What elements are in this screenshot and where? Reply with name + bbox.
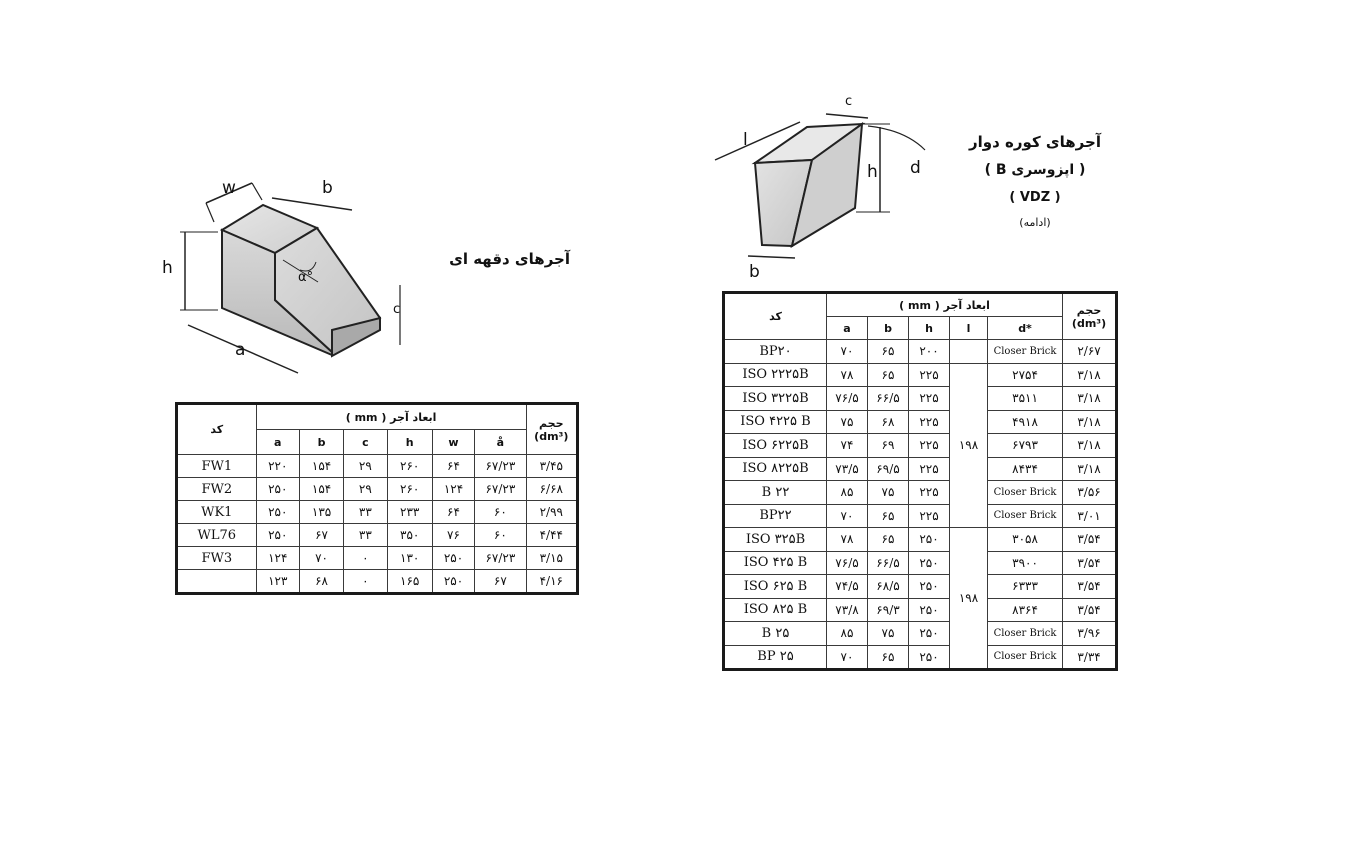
table-row	[724, 457, 1117, 481]
cell-h: ۲۲۵	[909, 363, 950, 387]
dim-label-c: c	[393, 302, 401, 317]
cell-w: ۱۲۴	[432, 478, 474, 501]
cell-w: ۶۴	[432, 455, 474, 478]
column-header: å	[475, 430, 526, 455]
cell-b: ۶۷	[299, 524, 343, 547]
right-continued-note: (ادامه)	[1019, 216, 1051, 229]
cell-l: ۱۹۸	[950, 528, 988, 670]
cell-d: ۶۳۳۳	[988, 575, 1063, 599]
cell-h: ۲۵۰	[909, 622, 950, 646]
header-volume-unit: (dm³)	[534, 429, 569, 443]
header-dimensions: ابعاد آجر ( mm )	[256, 404, 526, 430]
cell-c: ۰	[344, 570, 387, 594]
cell-volume: ۳/۱۸	[1063, 457, 1117, 481]
cell-code	[177, 570, 257, 594]
cell-c: ۲۹	[344, 455, 387, 478]
table-row	[724, 481, 1117, 505]
cell-volume: ۳/۱۸	[1063, 387, 1117, 411]
cell-h: ۲۵۰	[909, 598, 950, 622]
table-row	[724, 410, 1117, 434]
cell-b: ۶۵	[868, 528, 909, 552]
cell-b: ۶۹/۵	[868, 457, 909, 481]
cell-b: ۷۰	[299, 547, 343, 570]
cell-a: ۷۵	[827, 410, 868, 434]
cell-h: ۲۳۳	[387, 501, 432, 524]
column-header: c	[344, 430, 387, 455]
cell-alpha: ۶۷/۲۳	[475, 547, 526, 570]
table-row	[724, 504, 1117, 528]
cell-w: ۲۵۰	[432, 547, 474, 570]
column-header: a	[827, 317, 868, 340]
column-header: h	[909, 317, 950, 340]
cell-a: ۷۴/۵	[827, 575, 868, 599]
cell-a: ۸۵	[827, 622, 868, 646]
left-title: آجرهای دقهه ای	[449, 250, 570, 268]
cell-h: ۱۶۵	[387, 570, 432, 594]
cell-d: ۴۹۱۸	[988, 410, 1063, 434]
cell-b: ۶۵	[868, 645, 909, 670]
cell-h: ۲۶۰	[387, 455, 432, 478]
header-volume-label: حجم	[539, 416, 564, 430]
cell-b: ۶۸	[299, 570, 343, 594]
cell-alpha: ۶۷	[475, 570, 526, 594]
cell-b: ۶۹	[868, 434, 909, 458]
cell-volume: ۳/۴۵	[526, 455, 577, 478]
cell-h: ۲۲۵	[909, 387, 950, 411]
cell-l: ۱۹۸	[950, 363, 988, 528]
cell-h: ۲۵۰	[909, 528, 950, 552]
cell-d: Closer Brick	[988, 645, 1063, 670]
cell-d: ۶۷۹۳	[988, 434, 1063, 458]
arch-brick-diagram	[705, 100, 935, 285]
cell-a: ۲۵۰	[256, 478, 299, 501]
cell-volume: ۳/۵۴	[1063, 528, 1117, 552]
cell-a: ۷۰	[827, 645, 868, 670]
cell-volume: ۳/۳۴	[1063, 645, 1117, 670]
dim-label-h: h	[867, 162, 878, 182]
dim-label-h: h	[162, 258, 173, 278]
cell-a: ۷۸	[827, 363, 868, 387]
cell-volume: ۳/۱۵	[526, 547, 577, 570]
table-body	[177, 455, 578, 594]
cell-h: ۲۲۵	[909, 504, 950, 528]
cell-alpha: ۶۰	[475, 524, 526, 547]
cell-w: ۷۶	[432, 524, 474, 547]
cell-h: ۲۲۵	[909, 457, 950, 481]
cell-c: ۳۳	[344, 501, 387, 524]
dim-label-alpha: α°	[298, 270, 314, 285]
cell-b: ۷۵	[868, 622, 909, 646]
header-volume-label: حجم	[1076, 303, 1102, 317]
right-title: آجرهای کوره دوار	[969, 133, 1101, 151]
header-dimensions: ابعاد آجر ( mm )	[827, 293, 1063, 317]
table-row	[724, 528, 1117, 552]
cell-b: ۱۳۵	[299, 501, 343, 524]
cell-a: ۷۳/۵	[827, 457, 868, 481]
cell-code: FW3	[177, 547, 257, 570]
dim-label-l: l	[743, 130, 748, 150]
cell-d: Closer Brick	[988, 622, 1063, 646]
column-header: h	[387, 430, 432, 455]
cell-volume: ۲/۹۹	[526, 501, 577, 524]
cell-h: ۲۶۰	[387, 478, 432, 501]
cell-d: ۸۳۶۴	[988, 598, 1063, 622]
right-standard: ( VDZ )	[1009, 190, 1061, 205]
table-row	[177, 547, 578, 570]
dim-label-w: w	[222, 178, 236, 198]
cell-code: ISO ۴۲۲۵ B	[724, 410, 827, 434]
column-header: d*	[988, 317, 1063, 340]
cell-b: ۶۶/۵	[868, 387, 909, 411]
table-row	[724, 622, 1117, 646]
cell-h: ۲۰۰	[909, 340, 950, 364]
cell-code: ISO ۳۲۵B	[724, 528, 827, 552]
table-row	[724, 363, 1117, 387]
table-row	[724, 551, 1117, 575]
cell-volume: ۲/۶۷	[1063, 340, 1117, 364]
cell-b: ۶۵	[868, 504, 909, 528]
cell-d: Closer Brick	[988, 340, 1063, 364]
table-body	[724, 340, 1117, 670]
cell-code: ISO ۶۲۵ B	[724, 575, 827, 599]
table-row	[177, 455, 578, 478]
cell-a: ۷۰	[827, 340, 868, 364]
header-volume	[526, 404, 577, 455]
cell-h: ۲۵۰	[909, 645, 950, 670]
cell-b: ۶۵	[868, 340, 909, 364]
cell-volume: ۳/۹۶	[1063, 622, 1117, 646]
dim-label-d: d	[910, 158, 921, 178]
cell-volume: ۳/۵۴	[1063, 551, 1117, 575]
cell-code: ISO ۸۲۲۵B	[724, 457, 827, 481]
column-header: l	[950, 317, 988, 340]
cell-d: ۳۰۵۸	[988, 528, 1063, 552]
table-row	[724, 340, 1117, 364]
dim-label-a: a	[235, 340, 246, 360]
cell-d: ۳۵۱۱	[988, 387, 1063, 411]
cell-h: ۲۲۵	[909, 434, 950, 458]
dim-label-b: b	[322, 178, 333, 198]
column-header: b	[299, 430, 343, 455]
cell-w: ۲۵۰	[432, 570, 474, 594]
cell-h: ۲۵۰	[909, 575, 950, 599]
table-row	[177, 524, 578, 547]
header-code: کد	[177, 404, 257, 455]
wedge-brick-diagram	[160, 170, 430, 390]
cell-volume: ۳/۱۸	[1063, 410, 1117, 434]
cell-c: ۰	[344, 547, 387, 570]
table-row	[177, 570, 578, 594]
cell-w: ۶۴	[432, 501, 474, 524]
cell-volume: ۳/۵۶	[1063, 481, 1117, 505]
wedge-brick-table	[175, 402, 579, 595]
cell-d: ۸۴۳۴	[988, 457, 1063, 481]
cell-alpha: ۶۰	[475, 501, 526, 524]
table-row	[177, 478, 578, 501]
column-header: w	[432, 430, 474, 455]
cell-volume: ۳/۰۱	[1063, 504, 1117, 528]
cell-h: ۲۲۵	[909, 481, 950, 505]
cell-code: FW1	[177, 455, 257, 478]
cell-d: ۲۷۵۴	[988, 363, 1063, 387]
cell-b: ۱۵۴	[299, 478, 343, 501]
cell-code: ISO ۸۲۵ B	[724, 598, 827, 622]
table-row	[724, 645, 1117, 670]
cell-code: B ۲۵	[724, 622, 827, 646]
cell-a: ۷۳/۸	[827, 598, 868, 622]
column-header: b	[868, 317, 909, 340]
cell-volume: ۳/۵۴	[1063, 575, 1117, 599]
cell-volume: ۴/۱۶	[526, 570, 577, 594]
header-code: کد	[724, 293, 827, 340]
cell-code: BP ۲۵	[724, 645, 827, 670]
cell-b: ۶۶/۵	[868, 551, 909, 575]
dim-label-c: c	[845, 94, 853, 109]
cell-code: ISO ۳۲۲۵B	[724, 387, 827, 411]
cell-l-empty	[950, 340, 988, 364]
cell-code: WL76	[177, 524, 257, 547]
cell-code: WK1	[177, 501, 257, 524]
cell-d: Closer Brick	[988, 481, 1063, 505]
cell-b: ۶۵	[868, 363, 909, 387]
table-row	[724, 387, 1117, 411]
cell-alpha: ۶۷/۲۳	[475, 455, 526, 478]
cell-d: Closer Brick	[988, 504, 1063, 528]
cell-a: ۷۰	[827, 504, 868, 528]
cell-code: FW2	[177, 478, 257, 501]
cell-c: ۳۳	[344, 524, 387, 547]
cell-code: ISO ۲۲۲۵B	[724, 363, 827, 387]
cell-b: ۷۵	[868, 481, 909, 505]
column-header: a	[256, 430, 299, 455]
cell-code: ISO ۴۲۵ B	[724, 551, 827, 575]
cell-volume: ۴/۴۴	[526, 524, 577, 547]
header-volume-unit: (dm³)	[1071, 316, 1107, 330]
cell-a: ۲۵۰	[256, 524, 299, 547]
cell-a: ۲۵۰	[256, 501, 299, 524]
cell-volume: ۳/۱۸	[1063, 363, 1117, 387]
cell-a: ۷۶/۵	[827, 387, 868, 411]
cell-volume: ۶/۶۸	[526, 478, 577, 501]
arch-brick-table	[722, 291, 1118, 671]
cell-a: ۱۲۳	[256, 570, 299, 594]
cell-h: ۱۳۰	[387, 547, 432, 570]
cell-a: ۷۸	[827, 528, 868, 552]
cell-h: ۲۲۵	[909, 410, 950, 434]
cell-volume: ۳/۵۴	[1063, 598, 1117, 622]
cell-a: ۷۴	[827, 434, 868, 458]
cell-a: ۷۶/۵	[827, 551, 868, 575]
table-row	[724, 434, 1117, 458]
header-volume	[1063, 293, 1117, 340]
cell-b: ۱۵۴	[299, 455, 343, 478]
cell-code: ISO ۶۲۲۵B	[724, 434, 827, 458]
table-row	[724, 598, 1117, 622]
cell-h: ۳۵۰	[387, 524, 432, 547]
cell-code: BP۲۰	[724, 340, 827, 364]
table-row	[724, 575, 1117, 599]
cell-a: ۲۲۰	[256, 455, 299, 478]
cell-c: ۲۹	[344, 478, 387, 501]
cell-code: B ۲۲	[724, 481, 827, 505]
table-row	[177, 501, 578, 524]
dim-label-b: b	[749, 262, 760, 282]
right-subtitle: ( اپزوسری B )	[984, 162, 1086, 178]
cell-code: BP۲۲	[724, 504, 827, 528]
cell-h: ۲۵۰	[909, 551, 950, 575]
cell-b: ۶۸/۵	[868, 575, 909, 599]
cell-alpha: ۶۷/۲۳	[475, 478, 526, 501]
right-title-block	[955, 128, 1115, 234]
cell-a: ۸۵	[827, 481, 868, 505]
cell-b: ۶۸	[868, 410, 909, 434]
cell-b: ۶۹/۳	[868, 598, 909, 622]
cell-d: ۳۹۰۰	[988, 551, 1063, 575]
cell-a: ۱۲۴	[256, 547, 299, 570]
cell-volume: ۳/۱۸	[1063, 434, 1117, 458]
